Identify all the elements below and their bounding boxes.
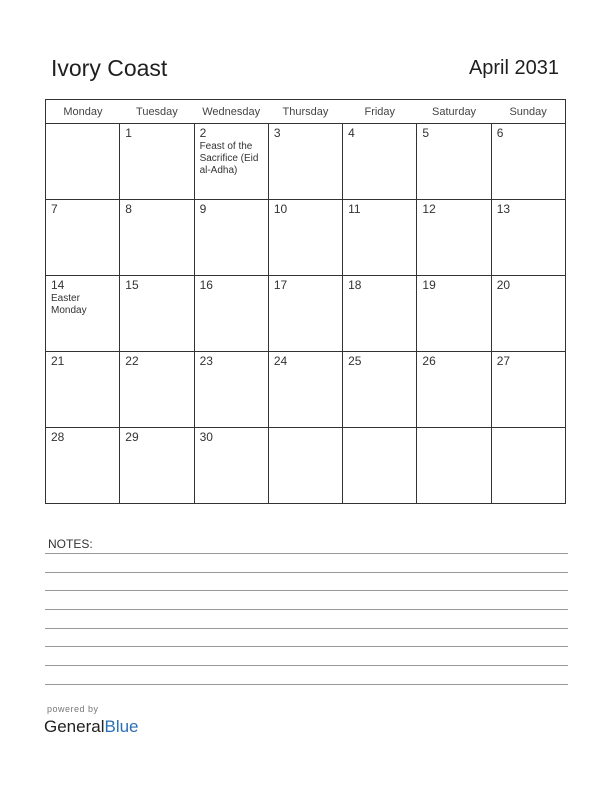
weekday-header-row: [46, 100, 566, 124]
notes-line: [45, 665, 568, 666]
notes-label: NOTES:: [48, 537, 93, 551]
day-cell: [491, 200, 565, 276]
week-row: [46, 200, 566, 276]
day-number: 27: [496, 354, 511, 368]
notes-line: [45, 628, 568, 629]
day-cell: [343, 124, 417, 200]
day-number: 6: [496, 126, 504, 140]
day-cell: [417, 352, 491, 428]
notes-line: [45, 590, 568, 591]
day-cell: [268, 428, 342, 504]
generalblue-logo: [44, 717, 139, 737]
day-cell: [194, 352, 268, 428]
day-cell: [194, 124, 268, 200]
day-number: 22: [125, 354, 139, 368]
day-number: 8: [125, 202, 132, 216]
day-cell: [343, 200, 417, 276]
day-cell: [491, 276, 565, 352]
day-number: 16: [199, 278, 213, 292]
day-number: 17: [273, 278, 288, 292]
day-number: 25: [348, 354, 362, 368]
day-cell: [120, 124, 194, 200]
weekday-header: Tuesday: [120, 100, 194, 124]
day-number: 2: [199, 126, 207, 140]
day-cell: [268, 200, 342, 276]
week-row: [46, 276, 566, 352]
day-cell: [120, 428, 194, 504]
day-cell: [268, 124, 342, 200]
day-number: 11: [348, 202, 361, 216]
weekday-header: Saturday: [417, 100, 491, 124]
day-number: 13: [496, 202, 511, 216]
day-number: 1: [125, 126, 132, 140]
day-number: 12: [422, 202, 436, 216]
day-number: 23: [199, 354, 213, 368]
day-cell: [120, 352, 194, 428]
day-number: 14: [51, 278, 65, 292]
day-cell: [417, 124, 491, 200]
day-number: 3: [273, 126, 281, 140]
brand-general: General: [44, 717, 105, 736]
notes-line: [45, 684, 568, 685]
day-cell: [268, 352, 342, 428]
powered-by-text: powered by: [47, 704, 99, 714]
day-cell: [194, 200, 268, 276]
day-cell: [46, 276, 120, 352]
day-cell: [194, 276, 268, 352]
week-row: [46, 428, 566, 504]
day-number: 18: [348, 278, 362, 292]
day-cell: [491, 352, 565, 428]
day-number: 29: [125, 430, 139, 444]
day-cell: [343, 352, 417, 428]
day-cell: [46, 200, 120, 276]
notes-line: [45, 572, 568, 573]
day-number: 5: [422, 126, 430, 140]
day-cell: [120, 276, 194, 352]
day-number: 7: [51, 202, 58, 216]
weekday-header: Sunday: [491, 100, 565, 124]
day-cell: [343, 428, 417, 504]
week-row: [46, 124, 566, 200]
country-title: Ivory Coast: [51, 55, 168, 81]
day-cell: [194, 428, 268, 504]
weekday-header: Thursday: [268, 100, 342, 124]
day-number: 26: [422, 354, 436, 368]
notes-line: [45, 646, 568, 647]
day-cell: [46, 352, 120, 428]
brand-blue: Blue: [104, 717, 139, 736]
day-cell: [491, 124, 565, 200]
day-cell: [46, 124, 120, 200]
day-number: 10: [273, 202, 288, 216]
day-cell: [417, 200, 491, 276]
day-cell: [491, 428, 565, 504]
day-number: 28: [51, 430, 65, 444]
notes-line: [45, 553, 568, 554]
day-number: 19: [422, 278, 436, 292]
month-title: April 2031: [468, 57, 559, 79]
day-cell: [46, 428, 120, 504]
day-cell: [417, 276, 491, 352]
day-cell: [343, 276, 417, 352]
weekday-header: Wednesday: [194, 100, 268, 124]
weekday-header: Monday: [46, 100, 120, 124]
day-number: 4: [348, 126, 355, 140]
holiday-label: Feast of the Sacrifice (Eid al-Adha): [199, 141, 259, 176]
weekday-header: Friday: [343, 100, 417, 124]
day-number: 9: [199, 202, 207, 216]
day-number: 21: [51, 354, 65, 368]
day-number: 20: [496, 278, 511, 292]
day-number: 15: [125, 278, 139, 292]
day-number: 24: [273, 354, 288, 368]
day-cell: [268, 276, 342, 352]
day-cell: [417, 428, 491, 504]
day-cell: [120, 200, 194, 276]
holiday-label: Easter Monday: [51, 293, 87, 316]
calendar-grid: [45, 99, 566, 504]
notes-line: [45, 609, 568, 610]
week-row: [46, 352, 566, 428]
day-number: 30: [199, 430, 213, 444]
